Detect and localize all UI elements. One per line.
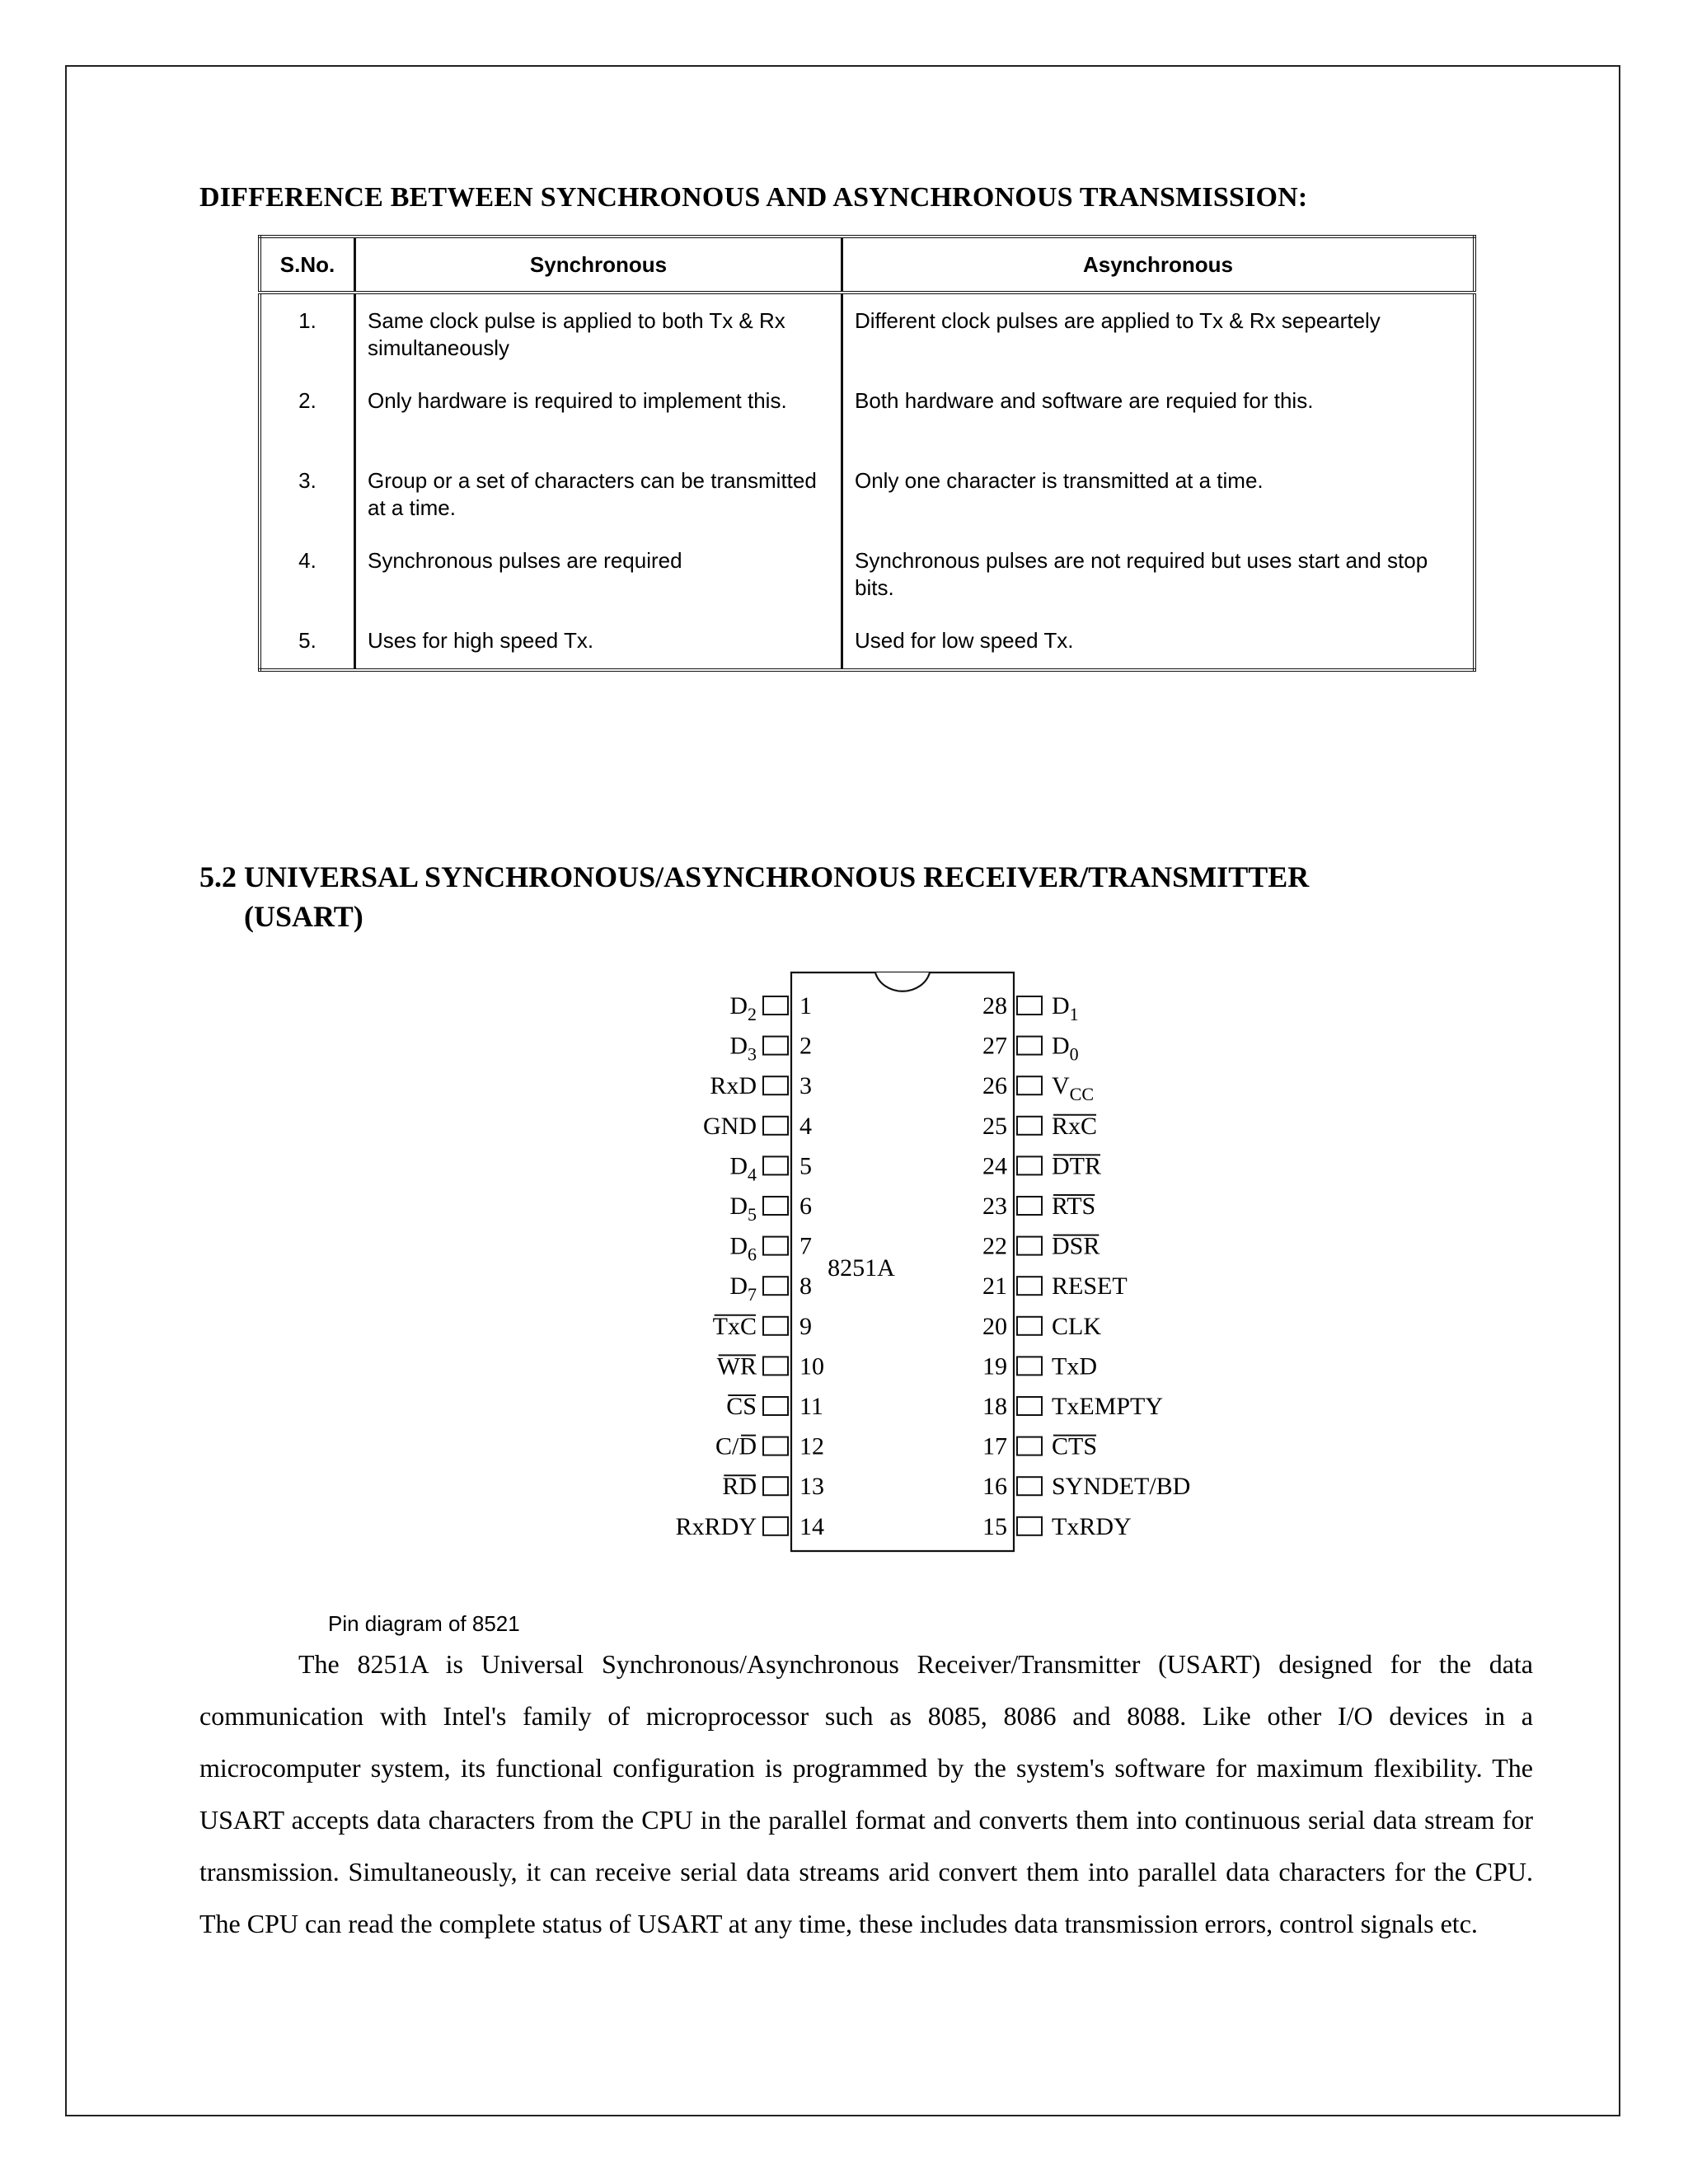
column-header-asynchronous: Asynchronous — [842, 237, 1475, 293]
cell-sno: 2. — [260, 387, 355, 467]
table-row — [260, 627, 1475, 670]
pin-label-20: CLK — [1052, 1312, 1101, 1340]
cell-synchronous: Uses for high speed Tx. — [355, 627, 842, 670]
pin-number-28: 28 — [982, 992, 1007, 1019]
cell-synchronous: Same clock pulse is applied to both Tx & Rx simultaneously — [355, 293, 842, 387]
section-heading-line2: (USART) — [244, 900, 363, 933]
pin-number-25: 25 — [982, 1112, 1007, 1140]
pin-3 — [763, 1076, 788, 1094]
figure-caption: Pin diagram of 8521 — [328, 1611, 520, 1636]
pin-label-5: $D_4$ — [729, 1152, 757, 1185]
pin-13 — [763, 1477, 788, 1495]
pin-17 — [1017, 1437, 1042, 1455]
table-row — [260, 293, 1475, 387]
table-header-row — [260, 237, 1475, 293]
cell-sno: 3. — [260, 467, 355, 547]
pin-7 — [763, 1237, 788, 1255]
pin-label-4: GND — [703, 1112, 757, 1140]
pin-28 — [1017, 996, 1042, 1015]
pin-label-13: RD — [722, 1473, 757, 1501]
pin-6 — [763, 1197, 788, 1215]
cell-sno: 4. — [260, 547, 355, 627]
chip-body — [791, 972, 1014, 1551]
pin-number-13: 13 — [799, 1473, 824, 1501]
pin-label-9: TxC — [712, 1312, 757, 1340]
pin-16 — [1017, 1477, 1042, 1495]
column-header-sno: S.No. — [260, 237, 355, 293]
pin-number-11: 11 — [799, 1393, 823, 1420]
cell-synchronous: Synchronous pulses are required — [355, 547, 842, 627]
pin-label-21: RESET — [1052, 1272, 1128, 1301]
cell-asynchronous: Different clock pulses are applied to Tx & Rx sepeartely — [855, 308, 1381, 333]
cell-asynchronous: Used for low speed Tx. — [855, 628, 1074, 653]
pin-number-5: 5 — [799, 1152, 812, 1180]
pin-number-6: 6 — [799, 1193, 812, 1220]
pin-label-18: TxEMPTY — [1052, 1393, 1163, 1420]
pin-22 — [1017, 1237, 1042, 1255]
pin-number-26: 26 — [982, 1072, 1007, 1100]
pin-number-9: 9 — [799, 1312, 812, 1340]
cell-asynchronous: Both hardware and software are requied for this. — [855, 388, 1314, 413]
pin-number-20: 20 — [982, 1312, 1007, 1340]
pin-number-23: 23 — [982, 1193, 1007, 1220]
pin-label-22: DSR — [1052, 1232, 1100, 1260]
left-pins — [676, 992, 824, 1540]
pin-4 — [763, 1117, 788, 1135]
pin-label-16: SYNDET/BD — [1052, 1473, 1191, 1501]
pin-number-15: 15 — [982, 1512, 1007, 1540]
pin-label-10: WR — [716, 1352, 757, 1380]
pin-number-27: 27 — [982, 1032, 1007, 1060]
pin-label-1: $D_2$ — [729, 992, 757, 1024]
pin-14 — [763, 1517, 788, 1535]
pin-19 — [1017, 1357, 1042, 1375]
pin-27 — [1017, 1037, 1042, 1055]
table-row — [260, 547, 1475, 627]
cell-synchronous: Only hardware is required to implement this. — [355, 387, 842, 467]
pin-label-27: $D_0$ — [1052, 1032, 1079, 1065]
pin-number-17: 17 — [982, 1432, 1007, 1460]
cell-sno: 1. — [260, 293, 355, 387]
pin-5 — [763, 1156, 788, 1174]
pin-number-10: 10 — [799, 1352, 824, 1380]
pin-label-15: TxRDY — [1052, 1512, 1132, 1540]
pin-label-11: CS — [726, 1393, 757, 1420]
body-paragraph: The 8251A is Universal Synchronous/Asynchronous Receiver/Transmitter (USART) designed for the data communication with Intel's family of microprocessor such as 8085, 8086 and 8088. Like other I/O devices in a microcomputer system, its functional configuration is programmed by the system's software for maximum flexibility. The USART accepts data characters from the CPU in the parallel format and converts them into continuous serial data stream for transmission. Simultaneously, it can receive serial data streams arid convert them into parallel data characters for the CPU. The CPU can read the complete status of USART at any time, these includes data transmission errors, control signals etc. — [199, 1649, 1533, 1938]
pin-23 — [1017, 1197, 1042, 1215]
section-heading-line1: 5.2 UNIVERSAL SYNCHRONOUS/ASYNCHRONOUS RECEIVER/TRANSMITTER — [199, 860, 1310, 893]
pin-label-26: $V_{CC}$ — [1052, 1072, 1095, 1105]
cell-sno: 5. — [260, 627, 355, 670]
pin-number-24: 24 — [982, 1152, 1007, 1180]
pin-number-14: 14 — [799, 1512, 824, 1540]
pin-number-8: 8 — [799, 1272, 812, 1301]
pin-label-19: TxD — [1052, 1352, 1097, 1380]
table-row — [260, 387, 1475, 467]
pin-number-1: 1 — [799, 992, 812, 1019]
pin-11 — [763, 1397, 788, 1415]
cell-asynchronous: Only one character is transmitted at a time. — [855, 468, 1264, 493]
pin-18 — [1017, 1397, 1042, 1415]
pin-label-8: $D_7$ — [729, 1272, 757, 1305]
pin-number-19: 19 — [982, 1352, 1007, 1380]
pin-label-24: DTR — [1052, 1152, 1101, 1180]
pin-label-7: $D_6$ — [729, 1232, 757, 1265]
page-heading: DIFFERENCE BETWEEN SYNCHRONOUS AND ASYNCHRONOUS TRANSMISSION: — [199, 182, 1308, 213]
pin-label-12: C/D — [715, 1432, 757, 1460]
pin-2 — [763, 1037, 788, 1055]
pin-15 — [1017, 1517, 1042, 1535]
pin-label-3: RxD — [710, 1072, 757, 1100]
pin-10 — [763, 1357, 788, 1375]
pin-21 — [1017, 1277, 1042, 1295]
pin-label-2: $D_3$ — [729, 1032, 757, 1065]
pin-number-21: 21 — [982, 1272, 1007, 1301]
pin-diagram-8251a — [643, 964, 1253, 1574]
pin-number-2: 2 — [799, 1032, 812, 1060]
chip-notch — [875, 972, 930, 991]
pin-label-28: $D_1$ — [1052, 992, 1079, 1024]
pin-26 — [1017, 1076, 1042, 1094]
table-row — [260, 467, 1475, 547]
pin-24 — [1017, 1156, 1042, 1174]
pin-8 — [763, 1277, 788, 1295]
cell-asynchronous: Synchronous pulses are not required but uses start and stop bits. — [855, 548, 1428, 600]
pin-number-7: 7 — [799, 1232, 812, 1260]
pin-20 — [1017, 1317, 1042, 1335]
section-heading — [199, 857, 1309, 936]
pin-label-6: $D_5$ — [729, 1193, 757, 1225]
pin-label-23: RTS — [1052, 1193, 1096, 1220]
pin-1 — [763, 996, 788, 1015]
pin-25 — [1017, 1117, 1042, 1135]
pin-number-4: 4 — [799, 1112, 812, 1140]
pin-number-16: 16 — [982, 1473, 1007, 1501]
column-header-synchronous: Synchronous — [355, 237, 842, 293]
pin-number-3: 3 — [799, 1072, 812, 1100]
chip-outline — [791, 972, 1014, 1551]
comparison-table — [258, 235, 1476, 672]
pin-number-12: 12 — [799, 1432, 824, 1460]
pin-label-25: RxC — [1052, 1112, 1098, 1140]
cell-synchronous: Group or a set of characters can be transmitted at a time. — [355, 467, 842, 547]
pin-label-14: RxRDY — [675, 1512, 757, 1540]
chip-label: 8251A — [828, 1254, 895, 1282]
pin-number-22: 22 — [982, 1232, 1007, 1260]
pin-number-18: 18 — [982, 1393, 1007, 1420]
pin-9 — [763, 1317, 788, 1335]
pin-label-17: CTS — [1052, 1432, 1098, 1460]
pin-12 — [763, 1437, 788, 1455]
